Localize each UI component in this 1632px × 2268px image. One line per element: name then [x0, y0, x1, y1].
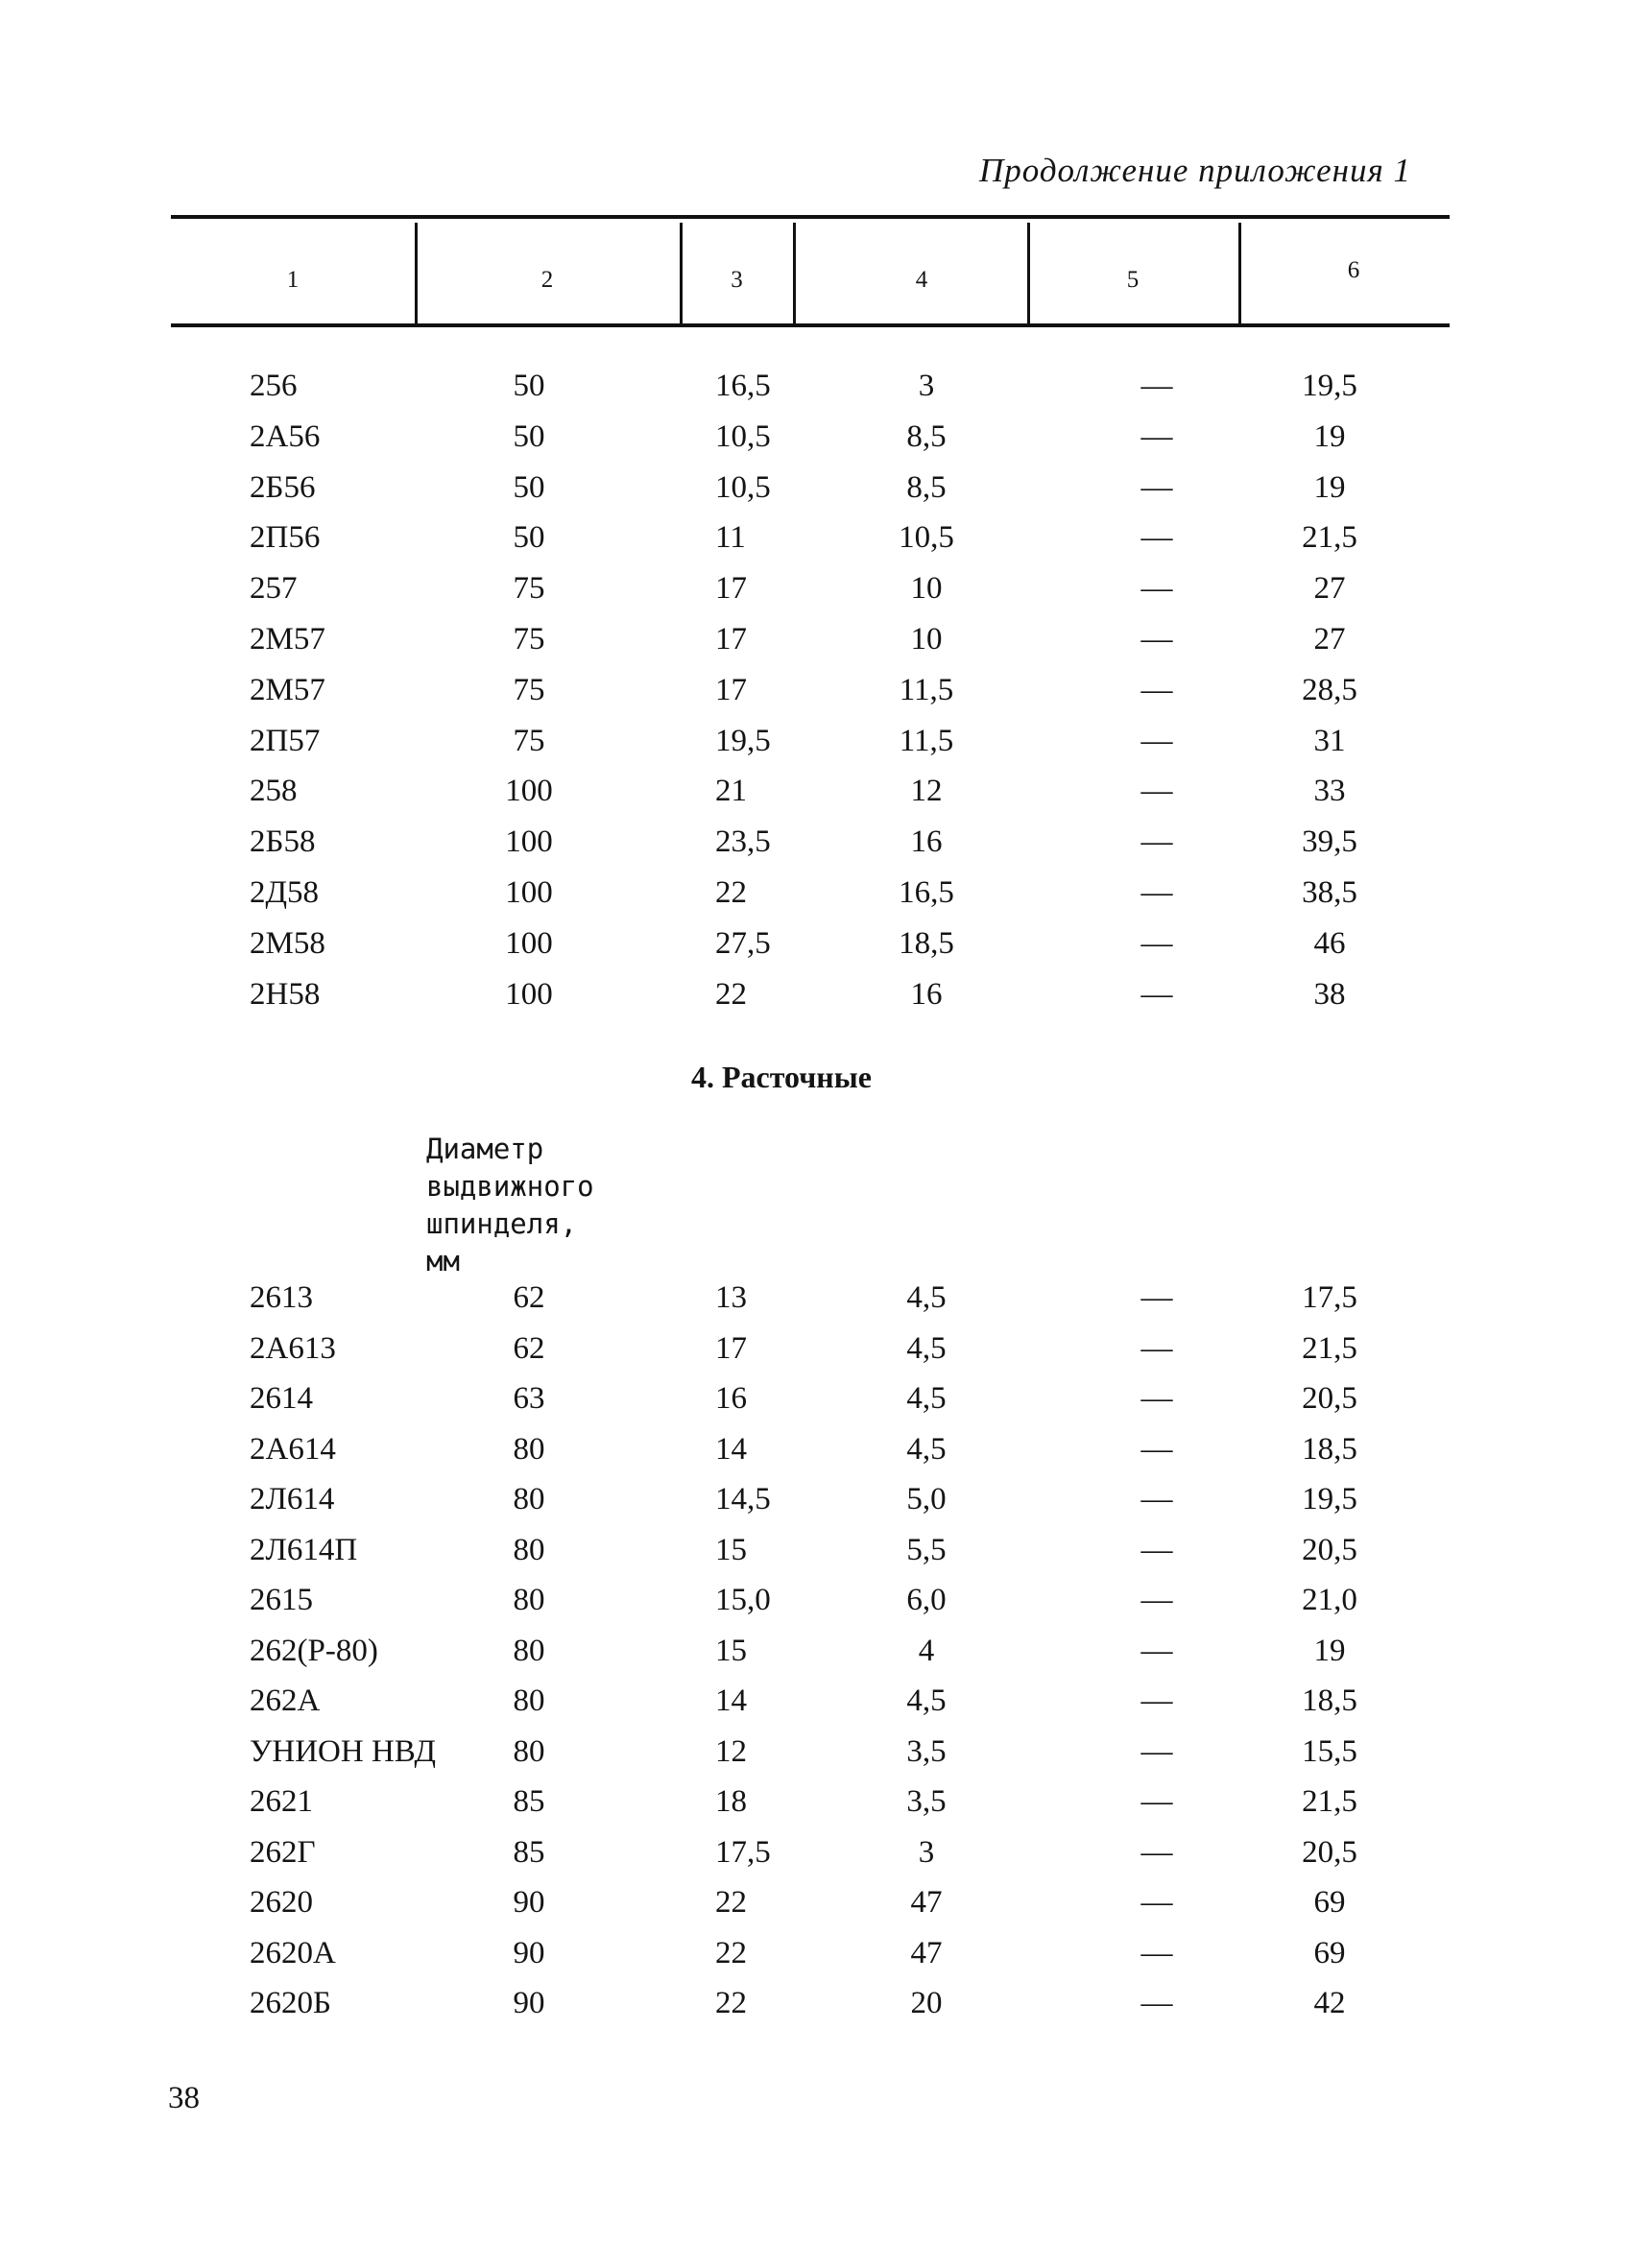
table-cell-col4: 12 — [910, 774, 943, 809]
table-cell-col1: 2А56 — [250, 418, 321, 454]
column-divider — [1238, 223, 1241, 324]
table-cell-col1: 2П57 — [250, 723, 321, 758]
table-cell-col6: 39,5 — [1302, 824, 1357, 860]
table-row — [0, 1777, 1632, 1826]
table-cell-col1: 257 — [250, 571, 298, 607]
table-cell-col1: 262Г — [250, 1834, 316, 1870]
table-cell-col2: 75 — [513, 571, 545, 607]
table-row — [0, 1727, 1632, 1777]
table-cell-col1: 2Л614П — [250, 1532, 358, 1567]
table-cell-col5: — — [1140, 1280, 1173, 1315]
table-cell-col4: 6,0 — [906, 1583, 947, 1617]
table-cell-col5: — — [1140, 1935, 1173, 1970]
table-cell-col6: 20,5 — [1302, 1381, 1357, 1416]
table-cell-col4: 5,0 — [906, 1482, 947, 1516]
table-cell-col3: 14 — [715, 1683, 747, 1718]
table-cell-col3: 12 — [715, 1733, 747, 1769]
table-cell-col4: 16,5 — [899, 875, 954, 910]
table-cell-col6: 27 — [1313, 622, 1346, 657]
table-cell-col3: 13 — [715, 1280, 747, 1315]
caption-line: мм — [426, 1245, 460, 1277]
table-cell-col4: 3,5 — [906, 1733, 947, 1769]
table-cell-col2: 75 — [513, 723, 545, 758]
table-cell-col3: 18 — [715, 1784, 747, 1819]
table-cell-col2: 80 — [513, 1633, 545, 1668]
table-cell-col4: 10,5 — [899, 520, 954, 556]
table-cell-col1: 2Д58 — [250, 875, 320, 910]
table-row — [0, 1324, 1632, 1373]
caption-line: Диаметр — [426, 1133, 544, 1165]
table-cell-col1: 2615 — [250, 1583, 313, 1617]
table-cell-col4: 8,5 — [906, 418, 947, 454]
table-cell-col5: — — [1140, 976, 1173, 1012]
table-cell-col4: 3,5 — [906, 1784, 947, 1819]
table-row — [0, 1525, 1632, 1575]
table-cell-col1: 262А — [250, 1683, 321, 1718]
column-header-6: 6 — [1347, 257, 1360, 283]
table-row — [0, 868, 1632, 918]
table-row — [0, 665, 1632, 715]
table-cell-col5: — — [1140, 1834, 1173, 1870]
table-cell-col4: 4,5 — [906, 1330, 947, 1366]
table-cell-col5: — — [1140, 571, 1173, 607]
table-cell-col6: 42 — [1313, 1986, 1346, 2020]
table-cell-col3: 22 — [715, 1935, 747, 1970]
table-cell-col6: 69 — [1313, 1885, 1346, 1920]
table-cell-col2: 80 — [513, 1583, 545, 1617]
table-cell-col2: 75 — [513, 622, 545, 657]
table-cell-col5: — — [1140, 1583, 1173, 1617]
table-cell-col5: — — [1140, 1381, 1173, 1416]
table-cell-col3: 22 — [715, 1885, 747, 1920]
table-cell-col5: — — [1140, 672, 1173, 707]
table-cell-col3: 15,0 — [715, 1583, 771, 1617]
table-cell-col1: 2Л614 — [250, 1482, 335, 1516]
caption-line: выдвижного — [426, 1170, 594, 1203]
table-cell-col2: 62 — [513, 1330, 545, 1366]
table-cell-col6: 19,5 — [1302, 369, 1357, 403]
table-cell-col6: 19 — [1313, 1633, 1346, 1668]
table-cell-col3: 19,5 — [715, 723, 771, 758]
table-cell-col2: 85 — [513, 1834, 545, 1870]
table-row — [0, 919, 1632, 968]
table-cell-col2: 100 — [505, 824, 553, 860]
table-cell-col3: 22 — [715, 875, 747, 910]
table-cell-col5: — — [1140, 1633, 1173, 1668]
table-cell-col1: 2620Б — [250, 1986, 331, 2020]
table-cell-col5: — — [1140, 1784, 1173, 1819]
table-cell-col3: 15 — [715, 1633, 747, 1668]
table-cell-col6: 18,5 — [1302, 1683, 1357, 1718]
table-cell-col4: 10 — [910, 571, 943, 607]
table-cell-col6: 21,0 — [1302, 1583, 1357, 1617]
table-cell-col5: — — [1140, 1986, 1173, 2020]
table-cell-col6: 18,5 — [1302, 1431, 1357, 1467]
table-cell-col1: 2620А — [250, 1935, 336, 1970]
table-cell-col6: 28,5 — [1302, 672, 1357, 707]
column-divider — [680, 223, 683, 324]
table-cell-col3: 15 — [715, 1532, 747, 1567]
table-row — [0, 1928, 1632, 1978]
table-cell-col3: 10,5 — [715, 418, 771, 454]
column-header-2: 2 — [540, 267, 554, 293]
table-cell-col5: — — [1140, 1330, 1173, 1366]
table-cell-col1: 2621 — [250, 1784, 313, 1819]
table-cell-col2: 85 — [513, 1784, 545, 1819]
table-cell-col4: 47 — [910, 1935, 943, 1970]
table-cell-col2: 100 — [505, 875, 553, 910]
table-row — [0, 513, 1632, 562]
table-cell-col6: 27 — [1313, 571, 1346, 607]
table-cell-col3: 11 — [715, 520, 746, 556]
table-cell-col5: — — [1140, 469, 1173, 505]
table-top-rule — [171, 215, 1450, 219]
table-cell-col4: 10 — [910, 622, 943, 657]
table-cell-col6: 20,5 — [1302, 1834, 1357, 1870]
table-cell-col4: 47 — [910, 1885, 943, 1920]
table-cell-col1: 2А614 — [250, 1431, 336, 1467]
table-cell-col4: 4 — [918, 1633, 935, 1668]
running-head: Продолжение приложения 1 — [979, 152, 1412, 189]
table-cell-col3: 17 — [715, 622, 747, 657]
table-cell-col4: 4,5 — [906, 1683, 947, 1718]
table-cell-col5: — — [1140, 520, 1173, 556]
table-cell-col1: 2М57 — [250, 622, 325, 657]
table-cell-col6: 19,5 — [1302, 1482, 1357, 1516]
table-cell-col1: 2Б58 — [250, 824, 316, 860]
table-cell-col1: 2М58 — [250, 925, 325, 961]
table-cell-col6: 17,5 — [1302, 1280, 1357, 1315]
table-row — [0, 361, 1632, 411]
table-cell-col3: 22 — [715, 976, 747, 1012]
table-cell-col5: — — [1140, 369, 1173, 403]
column-header-1: 1 — [286, 267, 300, 293]
table-cell-col1: 2620 — [250, 1885, 313, 1920]
table-cell-col6: 19 — [1313, 469, 1346, 505]
table-cell-col2: 80 — [513, 1683, 545, 1718]
table-cell-col4: 8,5 — [906, 469, 947, 505]
table-row — [0, 563, 1632, 613]
table-cell-col6: 20,5 — [1302, 1532, 1357, 1567]
table-cell-col4: 18,5 — [899, 925, 954, 961]
column-2-caption — [426, 1131, 676, 1280]
table-row — [0, 1474, 1632, 1524]
column-divider — [793, 223, 796, 324]
table-cell-col1: 2614 — [250, 1381, 313, 1416]
table-cell-col2: 80 — [513, 1532, 545, 1567]
table-row — [0, 463, 1632, 513]
table-row — [0, 614, 1632, 664]
table-cell-col2: 90 — [513, 1986, 545, 2020]
table-cell-col3: 16,5 — [715, 369, 771, 403]
table-cell-col6: 38,5 — [1302, 875, 1357, 910]
table-cell-col3: 14,5 — [715, 1482, 771, 1516]
table-cell-col4: 4,5 — [906, 1431, 947, 1467]
table-cell-col3: 17 — [715, 672, 747, 707]
table-cell-col2: 63 — [513, 1381, 545, 1416]
table-cell-col2: 75 — [513, 672, 545, 707]
caption-line: шпинделя, — [426, 1207, 578, 1240]
table-cell-col1: 2П56 — [250, 520, 321, 556]
table-header-bottom-rule — [171, 323, 1450, 327]
column-header-3: 3 — [731, 267, 743, 293]
table-cell-col5: — — [1140, 925, 1173, 961]
table-cell-col5: — — [1140, 824, 1173, 860]
table-cell-col5: — — [1140, 418, 1173, 454]
column-divider — [1027, 223, 1030, 324]
table-row — [0, 1827, 1632, 1877]
table-cell-col6: 69 — [1313, 1935, 1346, 1970]
table-cell-col5: — — [1140, 622, 1173, 657]
table-cell-col3: 17 — [715, 571, 747, 607]
column-header-4: 4 — [915, 267, 928, 293]
table-row — [0, 1373, 1632, 1423]
table-cell-col4: 20 — [910, 1986, 943, 2020]
table-cell-col1: 2А613 — [250, 1330, 336, 1366]
table-cell-col4: 11,5 — [899, 672, 954, 707]
table-row — [0, 1424, 1632, 1474]
table-cell-col2: 90 — [513, 1885, 545, 1920]
section-title: 4. Расточные — [691, 1060, 872, 1094]
table-cell-col2: 50 — [513, 520, 545, 556]
table-cell-col1: 2М57 — [250, 672, 325, 707]
table-cell-col4: 3 — [918, 1834, 935, 1870]
table-cell-col2: 50 — [513, 369, 545, 403]
table-cell-col3: 27,5 — [715, 925, 771, 961]
table-cell-col1: УНИОН НВД — [250, 1733, 437, 1769]
table-cell-col3: 23,5 — [715, 824, 771, 860]
table-cell-col1: 256 — [250, 369, 298, 403]
table-cell-col6: 31 — [1313, 723, 1346, 758]
table-cell-col2: 100 — [505, 925, 553, 961]
table-cell-col5: — — [1140, 1885, 1173, 1920]
table-row — [0, 1978, 1632, 2028]
table-cell-col4: 16 — [910, 976, 943, 1012]
table-cell-col3: 21 — [715, 774, 747, 809]
table-cell-col1: 2613 — [250, 1280, 313, 1315]
column-divider — [415, 223, 418, 324]
table-cell-col2: 90 — [513, 1935, 545, 1970]
table-row — [0, 1877, 1632, 1927]
table-row — [0, 1575, 1632, 1625]
table-cell-col5: — — [1140, 875, 1173, 910]
table-cell-col2: 62 — [513, 1280, 545, 1315]
table-cell-col4: 4,5 — [906, 1381, 947, 1416]
table-row — [0, 1676, 1632, 1726]
table-cell-col4: 16 — [910, 824, 943, 860]
table-cell-col2: 80 — [513, 1733, 545, 1769]
table-cell-col5: — — [1140, 1532, 1173, 1567]
table-cell-col2: 80 — [513, 1431, 545, 1467]
table-row — [0, 766, 1632, 816]
table-cell-col1: 2Б56 — [250, 469, 316, 505]
table-cell-col2: 50 — [513, 469, 545, 505]
table-cell-col6: 15,5 — [1302, 1733, 1357, 1769]
table-cell-col1: 258 — [250, 774, 298, 809]
table-row — [0, 412, 1632, 462]
table-cell-col6: 21,5 — [1302, 520, 1357, 556]
table-cell-col6: 19 — [1313, 418, 1346, 454]
table-cell-col1: 2Н58 — [250, 976, 321, 1012]
table-cell-col5: — — [1140, 1683, 1173, 1718]
table-cell-col3: 17,5 — [715, 1834, 771, 1870]
column-header-5: 5 — [1126, 267, 1140, 293]
table-cell-col4: 11,5 — [899, 723, 954, 758]
table-cell-col5: — — [1140, 723, 1173, 758]
table-cell-col6: 21,5 — [1302, 1784, 1357, 1819]
table-cell-col2: 50 — [513, 418, 545, 454]
table-cell-col5: — — [1140, 1733, 1173, 1769]
table-cell-col5: — — [1140, 774, 1173, 809]
table-row — [0, 716, 1632, 766]
table-cell-col4: 4,5 — [906, 1280, 947, 1315]
table-row — [0, 1626, 1632, 1676]
table-cell-col3: 10,5 — [715, 469, 771, 505]
table-cell-col2: 80 — [513, 1482, 545, 1516]
table-cell-col2: 100 — [505, 976, 553, 1012]
table-cell-col3: 22 — [715, 1986, 747, 2020]
table-cell-col3: 17 — [715, 1330, 747, 1366]
table-cell-col6: 33 — [1313, 774, 1346, 809]
table-cell-col6: 46 — [1313, 925, 1346, 961]
table-cell-col6: 21,5 — [1302, 1330, 1357, 1366]
table-cell-col6: 38 — [1313, 976, 1346, 1012]
table-cell-col2: 100 — [505, 774, 553, 809]
table-cell-col4: 3 — [918, 369, 935, 403]
table-cell-col4: 5,5 — [906, 1532, 947, 1567]
table-cell-col5: — — [1140, 1431, 1173, 1467]
table-cell-col5: — — [1140, 1482, 1173, 1516]
table-row — [0, 969, 1632, 1019]
table-cell-col3: 16 — [715, 1381, 747, 1416]
table-cell-col3: 14 — [715, 1431, 747, 1467]
page-number: 38 — [168, 2081, 200, 2115]
table-row — [0, 817, 1632, 867]
table-row — [0, 1273, 1632, 1323]
table-cell-col1: 262(Р-80) — [250, 1633, 378, 1668]
